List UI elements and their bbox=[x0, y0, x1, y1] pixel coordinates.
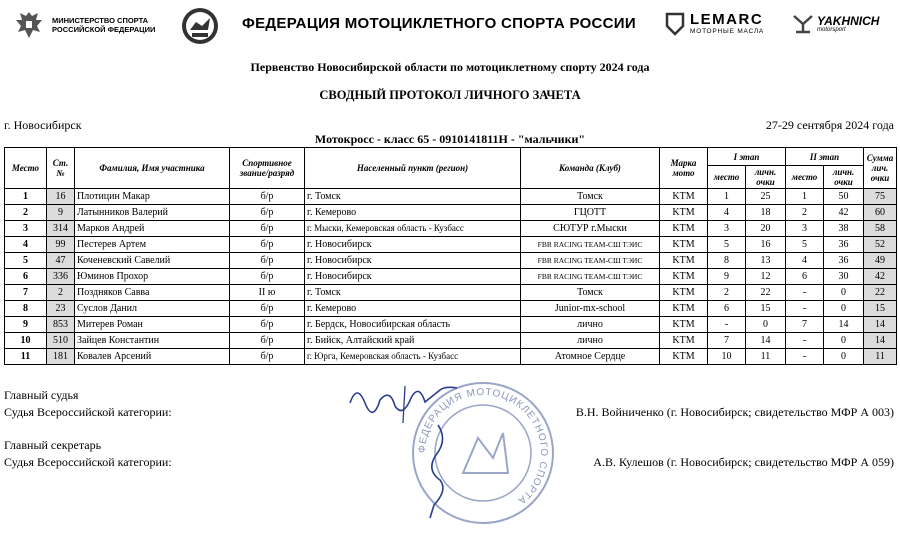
rank-cell: б/р bbox=[230, 301, 305, 317]
bike-cell: KTM bbox=[660, 237, 708, 253]
bike-cell: KTM bbox=[660, 189, 708, 205]
protocol-title: СВОДНЫЙ ПРОТОКОЛ ЛИЧНОГО ЗАЧЕТА bbox=[319, 88, 581, 102]
stage2-place-cell: - bbox=[786, 301, 824, 317]
team-cell: лично bbox=[521, 333, 660, 349]
stage1-place-cell: 1 bbox=[708, 189, 746, 205]
stage1-points-cell: 25 bbox=[746, 189, 786, 205]
location-cell: г. Бийск, Алтайский край bbox=[305, 333, 521, 349]
stage1-place-cell: 7 bbox=[708, 333, 746, 349]
sum-cell: 49 bbox=[864, 253, 897, 269]
place-cell: 4 bbox=[5, 237, 47, 253]
team-cell: Атомное Сердце bbox=[521, 349, 660, 365]
stage1-points-cell: 13 bbox=[746, 253, 786, 269]
location-cell: г. Мыски, Кемеровская область - Кузбасс bbox=[305, 221, 521, 237]
col-stage2-place: место bbox=[786, 166, 824, 189]
stage2-place-cell: 5 bbox=[786, 237, 824, 253]
col-stage2-points: личн. очки bbox=[824, 166, 864, 189]
ministry-line1: МИНИСТЕРСТВО СПОРТА bbox=[52, 16, 149, 25]
table-row bbox=[5, 333, 897, 349]
team-cell: СЮТУР г.Мыски bbox=[521, 221, 660, 237]
secretary-signature-icon bbox=[418, 420, 458, 520]
col-stage1-place: место bbox=[708, 166, 746, 189]
secretary-title: Главный секретарь bbox=[4, 438, 102, 452]
col-bike: Марка мото bbox=[660, 148, 708, 189]
location-cell: г. Новосибирск bbox=[305, 237, 521, 253]
col-rank: Спортивное звание/разряд bbox=[230, 148, 305, 189]
rank-cell: б/р bbox=[230, 205, 305, 221]
start-number-cell: 181 bbox=[47, 349, 75, 365]
sum-cell: 52 bbox=[864, 237, 897, 253]
yakhnich-sub: motorsport bbox=[817, 26, 846, 33]
stage1-points-cell: 16 bbox=[746, 237, 786, 253]
team-cell: лично bbox=[521, 317, 660, 333]
stage1-place-cell: - bbox=[708, 317, 746, 333]
name-cell: Плотицин Макар bbox=[75, 189, 230, 205]
table-row bbox=[5, 253, 897, 269]
table-row bbox=[5, 237, 897, 253]
start-number-cell: 99 bbox=[47, 237, 75, 253]
championship-title: Первенство Новосибирской области по мотоциклетному спорту 2024 года bbox=[250, 60, 650, 74]
lemarc-logo bbox=[664, 12, 764, 36]
stage1-place-cell: 9 bbox=[708, 269, 746, 285]
table-row bbox=[5, 349, 897, 365]
federation-logo-icon bbox=[180, 6, 220, 46]
event-city: г. Новосибирск bbox=[4, 118, 82, 132]
start-number-cell: 853 bbox=[47, 317, 75, 333]
location-cell: г. Томск bbox=[305, 285, 521, 301]
sum-cell: 15 bbox=[864, 301, 897, 317]
location-cell: г. Томск bbox=[305, 189, 521, 205]
name-cell: Латынников Валерий bbox=[75, 205, 230, 221]
stage2-points-cell: 0 bbox=[824, 285, 864, 301]
secretary-name: А.В. Кулешов (г. Новосибирск; свидетельство МФР А 059) bbox=[593, 455, 894, 469]
sum-cell: 42 bbox=[864, 269, 897, 285]
bike-cell: KTM bbox=[660, 205, 708, 221]
bike-cell: KTM bbox=[660, 349, 708, 365]
col-sum: Сумма лич. очки bbox=[864, 148, 897, 189]
stage1-points-cell: 12 bbox=[746, 269, 786, 285]
name-cell: Марков Андрей bbox=[75, 221, 230, 237]
col-start-no: Ст. № bbox=[47, 148, 75, 189]
sum-cell: 60 bbox=[864, 205, 897, 221]
name-cell: Ковалев Арсений bbox=[75, 349, 230, 365]
table-row bbox=[5, 269, 897, 285]
judge-category: Судья Всероссийской категории: bbox=[4, 405, 172, 419]
table-row bbox=[5, 285, 897, 301]
col-stage2: II этап bbox=[786, 148, 864, 166]
stage1-points-cell: 0 bbox=[746, 317, 786, 333]
stage2-place-cell: 7 bbox=[786, 317, 824, 333]
table-row bbox=[5, 221, 897, 237]
start-number-cell: 16 bbox=[47, 189, 75, 205]
event-dates: 27-29 сентября 2024 года bbox=[765, 118, 894, 132]
stage2-points-cell: 30 bbox=[824, 269, 864, 285]
stage2-place-cell: 2 bbox=[786, 205, 824, 221]
place-cell: 11 bbox=[5, 349, 47, 365]
stage2-place-cell: 4 bbox=[786, 253, 824, 269]
name-cell: Юминов Прохор bbox=[75, 269, 230, 285]
place-cell: 8 bbox=[5, 301, 47, 317]
start-number-cell: 9 bbox=[47, 205, 75, 221]
stage2-place-cell: 1 bbox=[786, 189, 824, 205]
rank-cell: б/р bbox=[230, 237, 305, 253]
table-row bbox=[5, 205, 897, 221]
place-cell: 7 bbox=[5, 285, 47, 301]
col-stage1: I этап bbox=[708, 148, 786, 166]
location-cell: г. Новосибирск bbox=[305, 253, 521, 269]
sum-cell: 75 bbox=[864, 189, 897, 205]
bike-cell: KTM bbox=[660, 301, 708, 317]
stage1-points-cell: 15 bbox=[746, 301, 786, 317]
rank-cell: б/р bbox=[230, 269, 305, 285]
rank-cell: б/р bbox=[230, 349, 305, 365]
location-cell: г. Кемерово bbox=[305, 301, 521, 317]
stage2-place-cell: - bbox=[786, 349, 824, 365]
stage2-points-cell: 0 bbox=[824, 301, 864, 317]
sum-cell: 14 bbox=[864, 317, 897, 333]
stage2-place-cell: 3 bbox=[786, 221, 824, 237]
ministry-logo bbox=[14, 8, 162, 42]
yakhnich-logo bbox=[792, 14, 879, 34]
table-row bbox=[5, 317, 897, 333]
stage2-points-cell: 38 bbox=[824, 221, 864, 237]
stage1-place-cell: 2 bbox=[708, 285, 746, 301]
stage2-points-cell: 36 bbox=[824, 237, 864, 253]
location-cell: г. Юрга, Кемеровская область - Кузбасс bbox=[305, 349, 521, 365]
place-cell: 1 bbox=[5, 189, 47, 205]
stage1-points-cell: 14 bbox=[746, 333, 786, 349]
team-cell: Томск bbox=[521, 189, 660, 205]
judge-name: В.Н. Войниченко (г. Новосибирск; свидетельство МФР А 003) bbox=[575, 405, 894, 419]
stage2-place-cell: - bbox=[786, 333, 824, 349]
stage2-points-cell: 50 bbox=[824, 189, 864, 205]
team-cell: Junior-mx-school bbox=[521, 301, 660, 317]
federation-name: ФЕДЕРАЦИЯ МОТОЦИКЛЕТНОГО СПОРТА РОССИИ bbox=[242, 15, 636, 32]
stage1-points-cell: 11 bbox=[746, 349, 786, 365]
location-cell: г. Новосибирск bbox=[305, 269, 521, 285]
rank-cell: б/р bbox=[230, 317, 305, 333]
stage2-place-cell: 6 bbox=[786, 269, 824, 285]
team-cell: Томск bbox=[521, 285, 660, 301]
stage1-points-cell: 22 bbox=[746, 285, 786, 301]
stage1-place-cell: 8 bbox=[708, 253, 746, 269]
stage1-place-cell: 6 bbox=[708, 301, 746, 317]
stage1-place-cell: 3 bbox=[708, 221, 746, 237]
place-cell: 2 bbox=[5, 205, 47, 221]
bike-cell: KTM bbox=[660, 317, 708, 333]
sum-cell: 58 bbox=[864, 221, 897, 237]
col-place: Место bbox=[5, 148, 47, 189]
stage2-points-cell: 42 bbox=[824, 205, 864, 221]
bike-cell: KTM bbox=[660, 269, 708, 285]
place-cell: 10 bbox=[5, 333, 47, 349]
bike-cell: KTM bbox=[660, 333, 708, 349]
secretary-category: Судья Всероссийской категории: bbox=[4, 455, 172, 469]
stamp-text: ФЕДЕРАЦИЯ МОТОЦИКЛЕТНОГО СПОРТА bbox=[416, 386, 550, 507]
team-cell: FBR RACING TEAM-СШ ТЭИС bbox=[521, 269, 660, 285]
location-cell: г. Кемерово bbox=[305, 205, 521, 221]
place-cell: 9 bbox=[5, 317, 47, 333]
rank-cell: б/р bbox=[230, 221, 305, 237]
rank-cell: б/р bbox=[230, 253, 305, 269]
col-location: Населенный пункт (регион) bbox=[305, 148, 521, 189]
name-cell: Зайцев Константин bbox=[75, 333, 230, 349]
place-cell: 3 bbox=[5, 221, 47, 237]
stage1-place-cell: 4 bbox=[708, 205, 746, 221]
lemarc-shield-icon bbox=[664, 12, 686, 36]
rank-cell: II ю bbox=[230, 285, 305, 301]
ministry-line2: РОССИЙСКОЙ ФЕДЕРАЦИИ bbox=[52, 25, 156, 34]
sum-cell: 14 bbox=[864, 333, 897, 349]
start-number-cell: 47 bbox=[47, 253, 75, 269]
judge-title: Главный судья bbox=[4, 388, 79, 402]
start-number-cell: 2 bbox=[47, 285, 75, 301]
name-cell: Пестерев Артем bbox=[75, 237, 230, 253]
name-cell: Митерев Роман bbox=[75, 317, 230, 333]
start-number-cell: 336 bbox=[47, 269, 75, 285]
eagle-emblem-icon bbox=[14, 8, 44, 42]
col-team: Команда (Клуб) bbox=[521, 148, 660, 189]
lemarc-sub: МОТОРНЫЕ МАСЛА bbox=[690, 28, 765, 35]
stage2-points-cell: 0 bbox=[824, 333, 864, 349]
start-number-cell: 510 bbox=[47, 333, 75, 349]
start-number-cell: 23 bbox=[47, 301, 75, 317]
name-cell: Коченевский Савелий bbox=[75, 253, 230, 269]
sum-cell: 11 bbox=[864, 349, 897, 365]
bike-cell: KTM bbox=[660, 221, 708, 237]
col-name: Фамилия, Имя участника bbox=[75, 148, 230, 189]
name-cell: Поздняков Савва bbox=[75, 285, 230, 301]
table-row bbox=[5, 189, 897, 205]
stage2-place-cell: - bbox=[786, 285, 824, 301]
stage1-place-cell: 10 bbox=[708, 349, 746, 365]
bike-cell: KTM bbox=[660, 253, 708, 269]
team-cell: FBR RACING TEAM-СШ ТЭИС bbox=[521, 253, 660, 269]
team-cell: ГЦОТТ bbox=[521, 205, 660, 221]
bike-cell: KTM bbox=[660, 285, 708, 301]
team-cell: FBR RACING TEAM-СШ ТЭИС bbox=[521, 237, 660, 253]
rank-cell: б/р bbox=[230, 189, 305, 205]
yakhnich-name: YAKHNICH bbox=[817, 13, 880, 28]
rank-cell: б/р bbox=[230, 333, 305, 349]
name-cell: Суслов Данил bbox=[75, 301, 230, 317]
stage2-points-cell: 36 bbox=[824, 253, 864, 269]
start-number-cell: 314 bbox=[47, 221, 75, 237]
lemarc-name: LEMARC bbox=[690, 11, 764, 28]
place-cell: 6 bbox=[5, 269, 47, 285]
stage1-points-cell: 18 bbox=[746, 205, 786, 221]
yakhnich-mark-icon bbox=[792, 14, 814, 34]
document-header bbox=[0, 0, 900, 50]
location-cell: г. Бердск, Новосибирская область bbox=[305, 317, 521, 333]
results-table bbox=[4, 147, 897, 365]
stage2-points-cell: 0 bbox=[824, 349, 864, 365]
stage1-points-cell: 20 bbox=[746, 221, 786, 237]
stage2-points-cell: 14 bbox=[824, 317, 864, 333]
col-stage1-points: личн. очки bbox=[746, 166, 786, 189]
sum-cell: 22 bbox=[864, 285, 897, 301]
class-title: Мотокросс - класс 65 - 0910141811Н - "мальчики" bbox=[314, 132, 586, 146]
table-row bbox=[5, 301, 897, 317]
place-cell: 5 bbox=[5, 253, 47, 269]
stage1-place-cell: 5 bbox=[708, 237, 746, 253]
